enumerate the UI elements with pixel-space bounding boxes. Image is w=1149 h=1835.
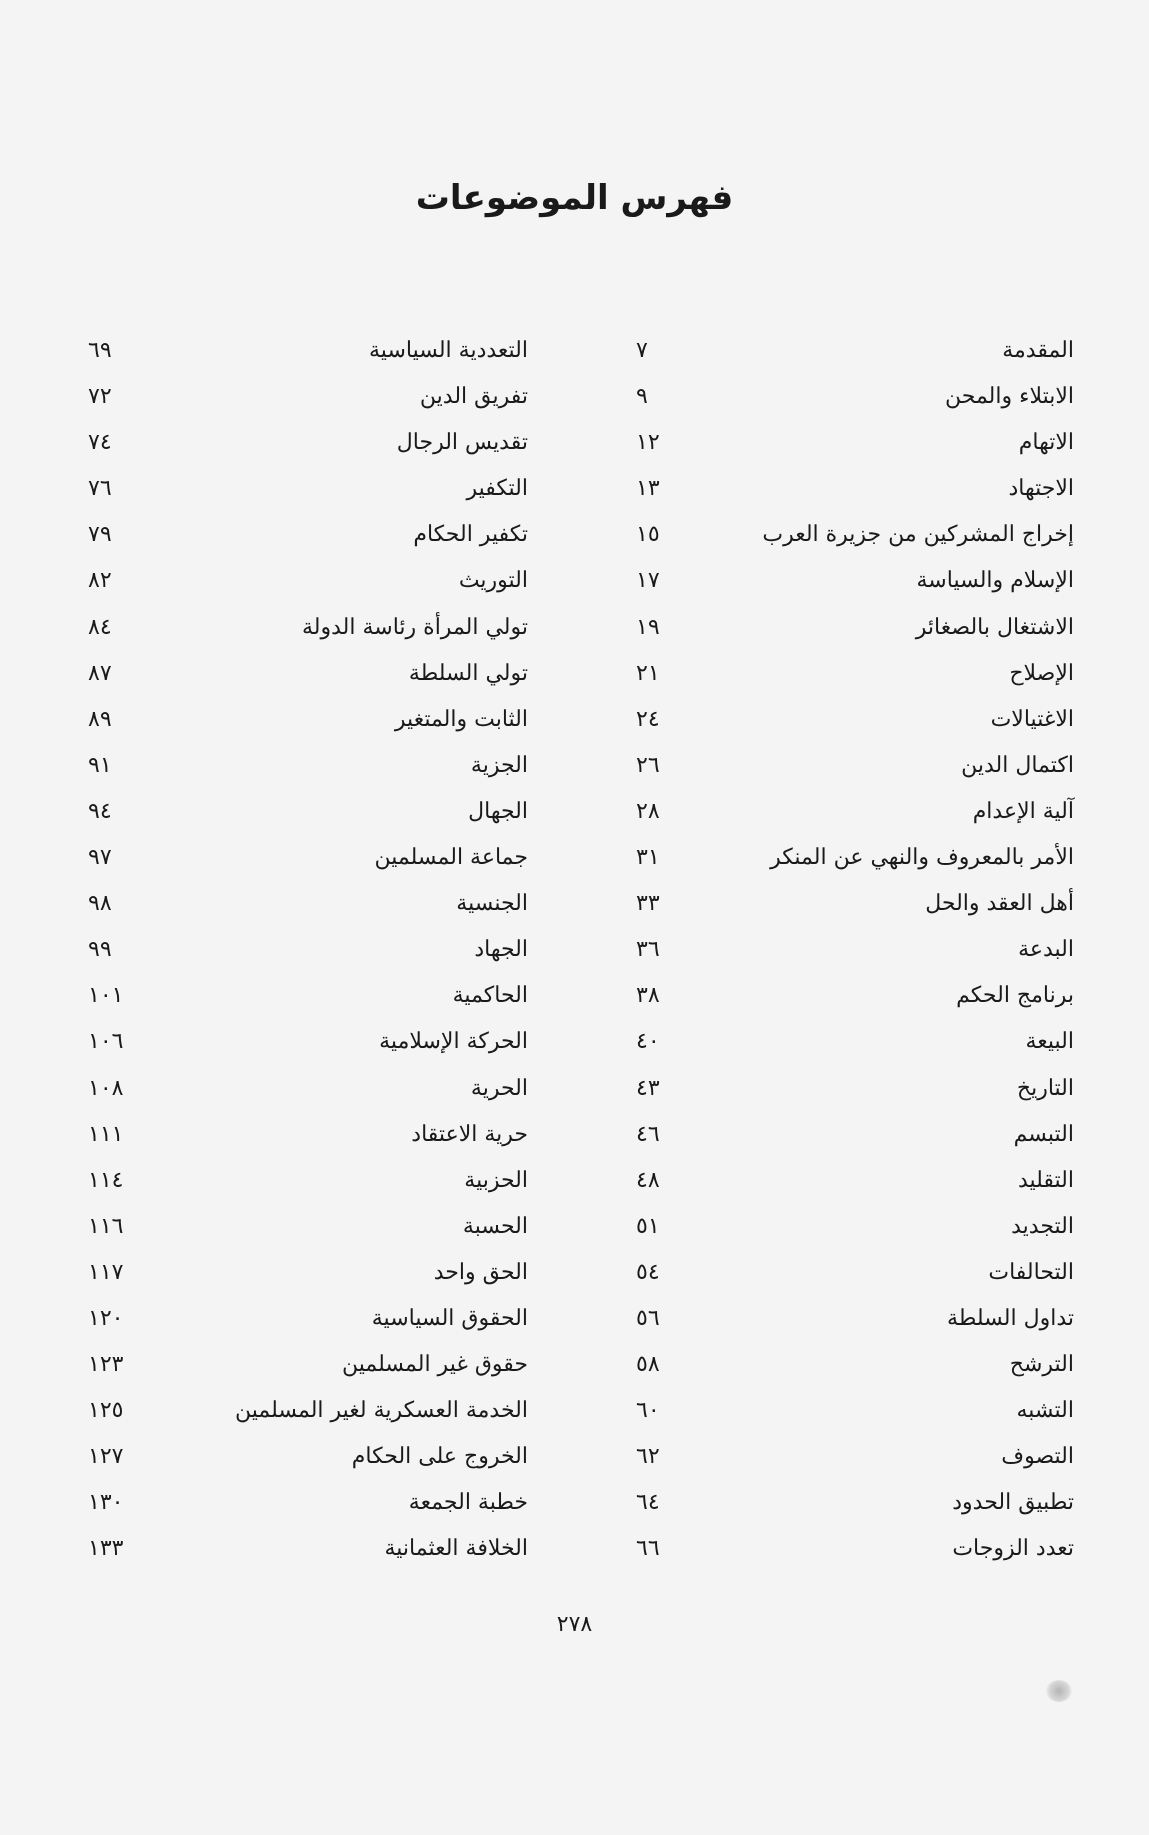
toc-entry-page: ٤٦ xyxy=(636,1121,660,1147)
toc-entry-topic: الجنسية xyxy=(456,891,528,917)
toc-entry-page: ٦٩ xyxy=(88,338,112,363)
toc-entry-topic: التبسم xyxy=(1013,1121,1074,1147)
toc-entry xyxy=(88,466,528,512)
toc-entry xyxy=(88,1204,528,1250)
toc-entry xyxy=(88,1480,528,1526)
toc-entry xyxy=(636,1480,1074,1526)
toc-entry-topic: الإسلام والسياسة xyxy=(916,568,1074,594)
toc-entry xyxy=(636,1066,1074,1112)
toc-entry-topic: الحاكمية xyxy=(452,983,528,1009)
toc-entry-page: ٤٠ xyxy=(636,1029,660,1055)
toc-entry xyxy=(88,1112,528,1158)
toc-entry xyxy=(636,973,1074,1019)
toc-entry xyxy=(88,1526,528,1572)
toc-entry-page: ٦٠ xyxy=(636,1398,660,1424)
toc-entry xyxy=(636,1019,1074,1065)
toc-entry-page: ٧٢ xyxy=(88,384,112,410)
toc-entry-topic: التقليد xyxy=(1017,1167,1074,1193)
toc-entry-topic: برنامج الحكم xyxy=(956,983,1074,1009)
toc-entry-page: ٨٤ xyxy=(88,614,112,640)
toc-entry-topic: الخدمة العسكرية لغير المسلمين xyxy=(234,1398,528,1424)
toc-entry xyxy=(636,466,1074,512)
toc-entry xyxy=(88,1388,528,1434)
toc-entry-page: ٧٤ xyxy=(88,430,112,456)
toc-entry xyxy=(88,1158,528,1204)
toc-entry-page: ٦٦ xyxy=(636,1536,660,1562)
toc-entry xyxy=(88,1342,528,1388)
toc-entry-topic: التحالفات xyxy=(988,1259,1074,1285)
toc-entry-topic: الجزية xyxy=(470,752,528,778)
toc-column-right xyxy=(636,328,1074,1573)
toc-entry xyxy=(88,1434,528,1480)
paper-smudge xyxy=(1046,1680,1072,1702)
toc-entry xyxy=(636,512,1074,558)
toc-entry-topic: المقدمة xyxy=(1002,338,1074,363)
toc-entry-topic: الاغتيالات xyxy=(990,706,1074,732)
toc-entry-topic: الاشتغال بالصغائر xyxy=(915,614,1074,640)
toc-entry-topic: إخراج المشركين من جزيرة العرب xyxy=(762,522,1074,548)
toc-entry-topic: تعدد الزوجات xyxy=(952,1536,1074,1562)
toc-entry-page: ١٢٥ xyxy=(88,1398,124,1424)
page-title: فهرس الموضوعات xyxy=(415,178,734,218)
toc-entry-topic: حقوق غير المسلمين xyxy=(342,1352,528,1378)
toc-entry-topic: التجديد xyxy=(1011,1213,1074,1239)
toc-entry-page: ٥٦ xyxy=(636,1305,660,1331)
toc-entry-page: ٢٦ xyxy=(636,752,660,778)
toc-entry-topic: الإصلاح xyxy=(1009,660,1074,686)
toc-entry xyxy=(636,1434,1074,1480)
toc-entry-topic: التصوف xyxy=(1001,1444,1074,1470)
toc-entry-page: ٤٨ xyxy=(636,1167,660,1193)
toc-entry xyxy=(636,328,1074,374)
toc-entry xyxy=(636,558,1074,604)
toc-entry-topic: تطبيق الحدود xyxy=(952,1490,1074,1516)
toc-entry-topic: خطبة الجمعة xyxy=(408,1490,528,1516)
toc-entry xyxy=(636,1342,1074,1388)
toc-entry-page: ٩٧ xyxy=(88,845,112,871)
toc-entry-page: ١٩ xyxy=(636,614,660,640)
toc-entry-page: ٥٤ xyxy=(636,1259,660,1285)
toc-entry-page: ٦٤ xyxy=(636,1490,660,1516)
toc-entry xyxy=(636,1112,1074,1158)
toc-entry-page: ١٠١ xyxy=(88,983,124,1009)
toc-entry-topic: التشبه xyxy=(1016,1398,1074,1424)
toc-entry-page: ١٠٨ xyxy=(88,1075,124,1101)
toc-entry-page: ١٠٦ xyxy=(88,1029,124,1055)
toc-entry-page: ٥٨ xyxy=(636,1352,660,1378)
toc-entry-topic: البيعة xyxy=(1025,1029,1074,1055)
toc-entry xyxy=(88,881,528,927)
toc-entry-topic: آلية الإعدام xyxy=(972,798,1074,824)
toc-entry-page: ١١٤ xyxy=(88,1167,124,1193)
toc-entry-topic: جماعة المسلمين xyxy=(374,845,528,871)
toc-entry xyxy=(636,743,1074,789)
toc-entry-page: ١٢٧ xyxy=(88,1444,124,1470)
toc-entry xyxy=(88,328,528,374)
toc-entry-topic: الحرية xyxy=(470,1075,528,1101)
toc-entry-page: ٢٨ xyxy=(636,798,660,824)
toc-entry-page: ٨٩ xyxy=(88,706,112,732)
toc-entry-page: ١٢ xyxy=(636,430,660,456)
toc-entry xyxy=(636,1158,1074,1204)
toc-entry-page: ٧٩ xyxy=(88,522,112,548)
toc-entry-page: ١١٧ xyxy=(88,1259,124,1285)
toc-entry xyxy=(636,1250,1074,1296)
toc-entry xyxy=(636,881,1074,927)
toc-entry xyxy=(88,651,528,697)
toc-entry xyxy=(88,558,528,604)
toc-entry xyxy=(636,835,1074,881)
toc-entry xyxy=(636,789,1074,835)
toc-entry-page: ٧٦ xyxy=(88,476,112,502)
toc-entry-page: ٩ xyxy=(636,384,648,410)
toc-entry xyxy=(88,1019,528,1065)
toc-entry-page: ٣٣ xyxy=(636,891,660,917)
toc-entry xyxy=(636,374,1074,420)
toc-entry xyxy=(88,743,528,789)
toc-column-left xyxy=(88,328,528,1573)
toc-entry-topic: الحق واحد xyxy=(433,1259,528,1285)
toc-entry-page: ١٣٠ xyxy=(88,1490,124,1516)
toc-entry-topic: الابتلاء والمحن xyxy=(945,384,1074,410)
toc-entry-topic: اكتمال الدين xyxy=(961,752,1074,778)
toc-entry-topic: تقديس الرجال xyxy=(396,430,528,456)
toc-entry xyxy=(636,1526,1074,1572)
toc-entry xyxy=(88,1296,528,1342)
toc-entry xyxy=(88,512,528,558)
toc-entry-page: ١١٦ xyxy=(88,1213,124,1239)
toc-entry xyxy=(636,1204,1074,1250)
toc-entry-page: ٤٣ xyxy=(636,1075,660,1101)
toc-entry xyxy=(88,835,528,881)
toc-entry-page: ١٧ xyxy=(636,568,660,594)
toc-entry-topic: التكفير xyxy=(466,476,528,502)
toc-entry xyxy=(88,973,528,1019)
toc-entry-topic: الخروج على الحكام xyxy=(351,1444,528,1470)
toc-entry-page: ١٣ xyxy=(636,476,660,502)
toc-entry-page: ٥١ xyxy=(636,1213,660,1239)
toc-entry xyxy=(636,651,1074,697)
toc-entry-topic: الحقوق السياسية xyxy=(371,1305,528,1331)
toc-entry-page: ٦٢ xyxy=(636,1444,660,1470)
toc-entry-page: ٨٢ xyxy=(88,568,112,594)
toc-entry-topic: الاجتهاد xyxy=(1008,476,1074,502)
toc-entry xyxy=(88,374,528,420)
toc-entry xyxy=(636,927,1074,973)
toc-entry xyxy=(636,1388,1074,1434)
toc-entry-topic: أهل العقد والحل xyxy=(925,891,1074,917)
toc-entry-topic: الجهاد xyxy=(474,937,528,963)
toc-entry-page: ١٥ xyxy=(636,522,660,548)
toc-entry xyxy=(636,697,1074,743)
toc-entry-page: ٩٨ xyxy=(88,891,112,917)
toc-entry xyxy=(88,697,528,743)
toc-entry-topic: الحركة الإسلامية xyxy=(379,1029,528,1055)
toc-entry xyxy=(88,605,528,651)
toc-entry xyxy=(88,1250,528,1296)
toc-entry-page: ٢١ xyxy=(636,660,660,686)
toc-entry-topic: الثابت والمتغير xyxy=(394,706,528,732)
toc-entry-topic: الجهال xyxy=(468,798,528,824)
toc-entry-page: ٧ xyxy=(636,338,648,363)
toc-entry-page: ٣٦ xyxy=(636,937,660,963)
toc-entry-topic: الخلافة العثمانية xyxy=(384,1536,528,1562)
toc-entry-page: ١١١ xyxy=(88,1121,124,1147)
toc-entry-page: ٨٧ xyxy=(88,660,112,686)
toc-entry-topic: تكفير الحكام xyxy=(413,522,528,548)
toc-entry-page: ١٣٣ xyxy=(88,1536,124,1562)
toc-entry-topic: تفريق الدين xyxy=(419,384,528,410)
toc-entry-topic: الحسبة xyxy=(462,1213,528,1239)
toc-entry-page: ٢٤ xyxy=(636,706,660,732)
toc-entry-topic: التعددية السياسية xyxy=(369,338,528,363)
toc-entry-topic: الأمر بالمعروف والنهي عن المنكر xyxy=(770,845,1074,871)
toc-entry xyxy=(88,789,528,835)
toc-entry-topic: تولي السلطة xyxy=(408,660,528,686)
toc-entry-page: ٣٨ xyxy=(636,983,660,1009)
toc-entry-topic: الاتهام xyxy=(1018,430,1074,456)
toc-entry-topic: التوريث xyxy=(458,568,528,594)
toc-entry-topic: البدعة xyxy=(1018,937,1074,963)
toc-entry-topic: حرية الاعتقاد xyxy=(411,1121,528,1147)
toc-entry xyxy=(636,1296,1074,1342)
toc-entry-topic: تداول السلطة xyxy=(947,1305,1074,1331)
toc-entry-page: ٣١ xyxy=(636,845,660,871)
toc-entry xyxy=(88,927,528,973)
toc-entry-page: ٩٩ xyxy=(88,937,112,963)
toc-entry xyxy=(88,420,528,466)
toc-entry-topic: تولي المرأة رئاسة الدولة xyxy=(302,614,528,640)
toc-entry-topic: الحزبية xyxy=(464,1167,528,1193)
toc-entry xyxy=(88,1066,528,1112)
toc-entry xyxy=(636,420,1074,466)
toc-entry xyxy=(636,605,1074,651)
toc-entry-topic: الترشح xyxy=(1009,1352,1074,1378)
toc-entry-topic: التاريخ xyxy=(1016,1075,1074,1101)
page-number: ٢٧٨ xyxy=(556,1612,593,1637)
toc-entry-page: ٩٤ xyxy=(88,798,112,824)
toc-entry-page: ١٢٠ xyxy=(88,1305,124,1331)
toc-entry-page: ٩١ xyxy=(88,752,112,778)
toc-entry-page: ١٢٣ xyxy=(88,1352,124,1378)
